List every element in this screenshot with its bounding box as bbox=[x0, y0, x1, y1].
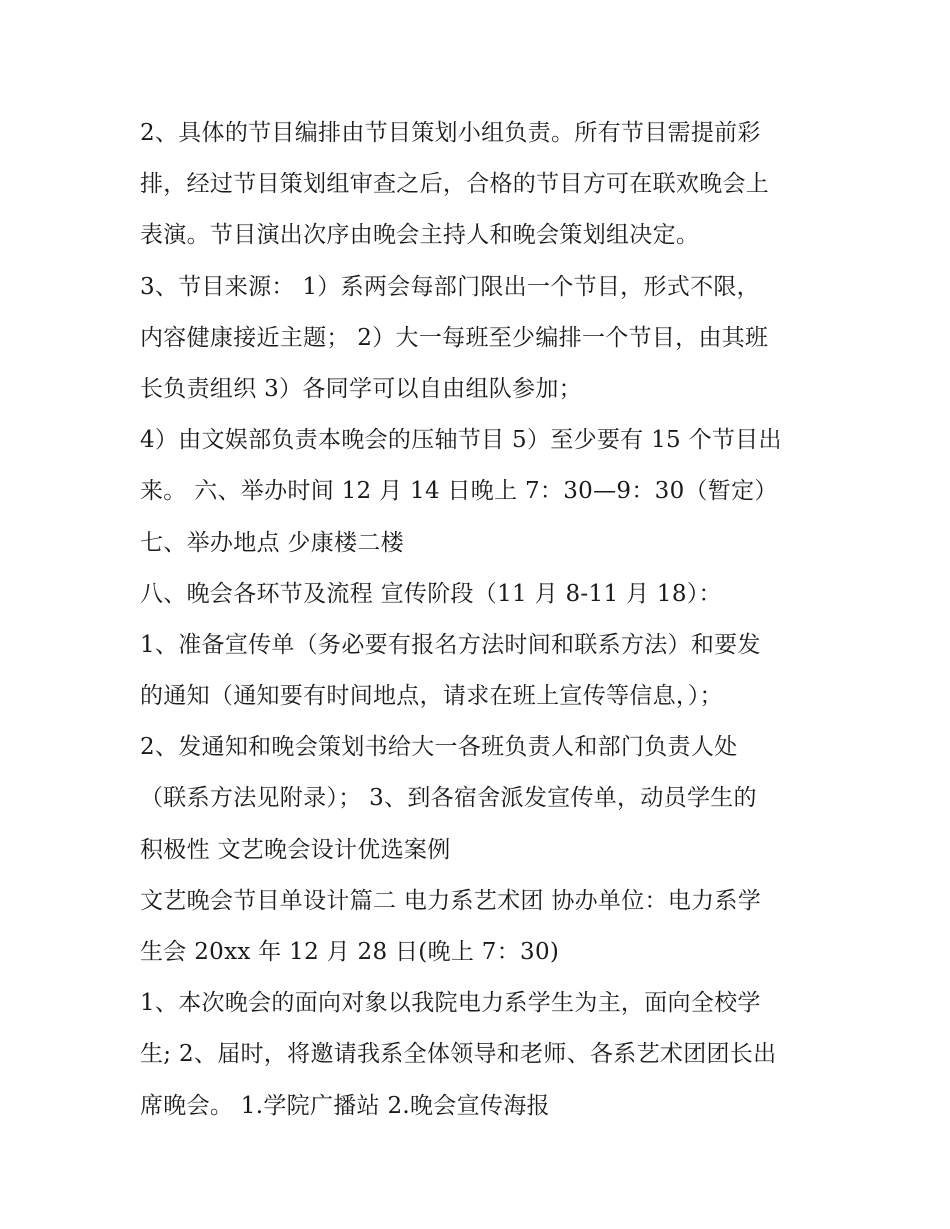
text-line: 2、发通知和晚会策划书给大一各班负责人和部门负责人处 bbox=[140, 734, 738, 761]
text-line: 八、晚会各环节及流程 宣传阶段（11 月 8-11 月 18）： bbox=[140, 580, 722, 607]
text-line: 生会 20xx 年 12 月 28 日(晚上 7：30) bbox=[140, 939, 560, 965]
text-line: 1、本次晚会的面向对象以我院电力系学生为主，面向全校学 bbox=[140, 990, 761, 1017]
text-line: 内容健康接近主题； 2）大一每班至少编排一个节目，由其班 bbox=[140, 324, 769, 351]
text-line: 4）由文娱部负责本晚会的压轴节目 5）至少要有 15 个节目出 bbox=[140, 427, 782, 454]
text-line: 2、具体的节目编排由节目策划小组负责。所有节目需提前彩 bbox=[140, 120, 761, 146]
text-line: 排，经过节目策划组审查之后，合格的节目方可在联欢晚会上 bbox=[140, 171, 770, 198]
text-line: 七、举办地点 少康楼二楼 bbox=[140, 529, 404, 556]
text-line: 生; 2、届时，将邀请我系全体领导和老师、各系艺术团团长出 bbox=[140, 1041, 777, 1068]
text-line: 长负责组织 3）各同学可以自由组队参加； bbox=[140, 375, 582, 402]
text-line: 来。 六、举办时间 12 月 14 日晚上 7：30—9：30（暂定） bbox=[140, 478, 778, 505]
text-line: 席晚会。 1.学院广播站 2.晚会宣传海报 bbox=[140, 1092, 550, 1119]
text-line: 文艺晚会节目单设计篇二 电力系艺术团 协办单位：电力系学 bbox=[140, 887, 762, 914]
text-line: （联系方法见附录）； 3、到各宿舍派发宣传单，动员学生的 bbox=[140, 785, 757, 812]
text-line: 积极性 文艺晚会设计优选案例 bbox=[140, 836, 451, 863]
document-body bbox=[140, 108, 820, 1132]
text-line: 3、节目来源： 1）系两会每部门限出一个节目，形式不限， bbox=[140, 273, 760, 300]
text-line: 表演。节目演出次序由晚会主持人和晚会策划组决定。 bbox=[140, 222, 700, 249]
text-line: 的通知（通知要有时间地点，请求在班上宣传等信息，）； bbox=[140, 683, 723, 710]
text-line: 1、准备宣传单（务必要有报名方法时间和联系方法）和要发 bbox=[140, 631, 761, 658]
